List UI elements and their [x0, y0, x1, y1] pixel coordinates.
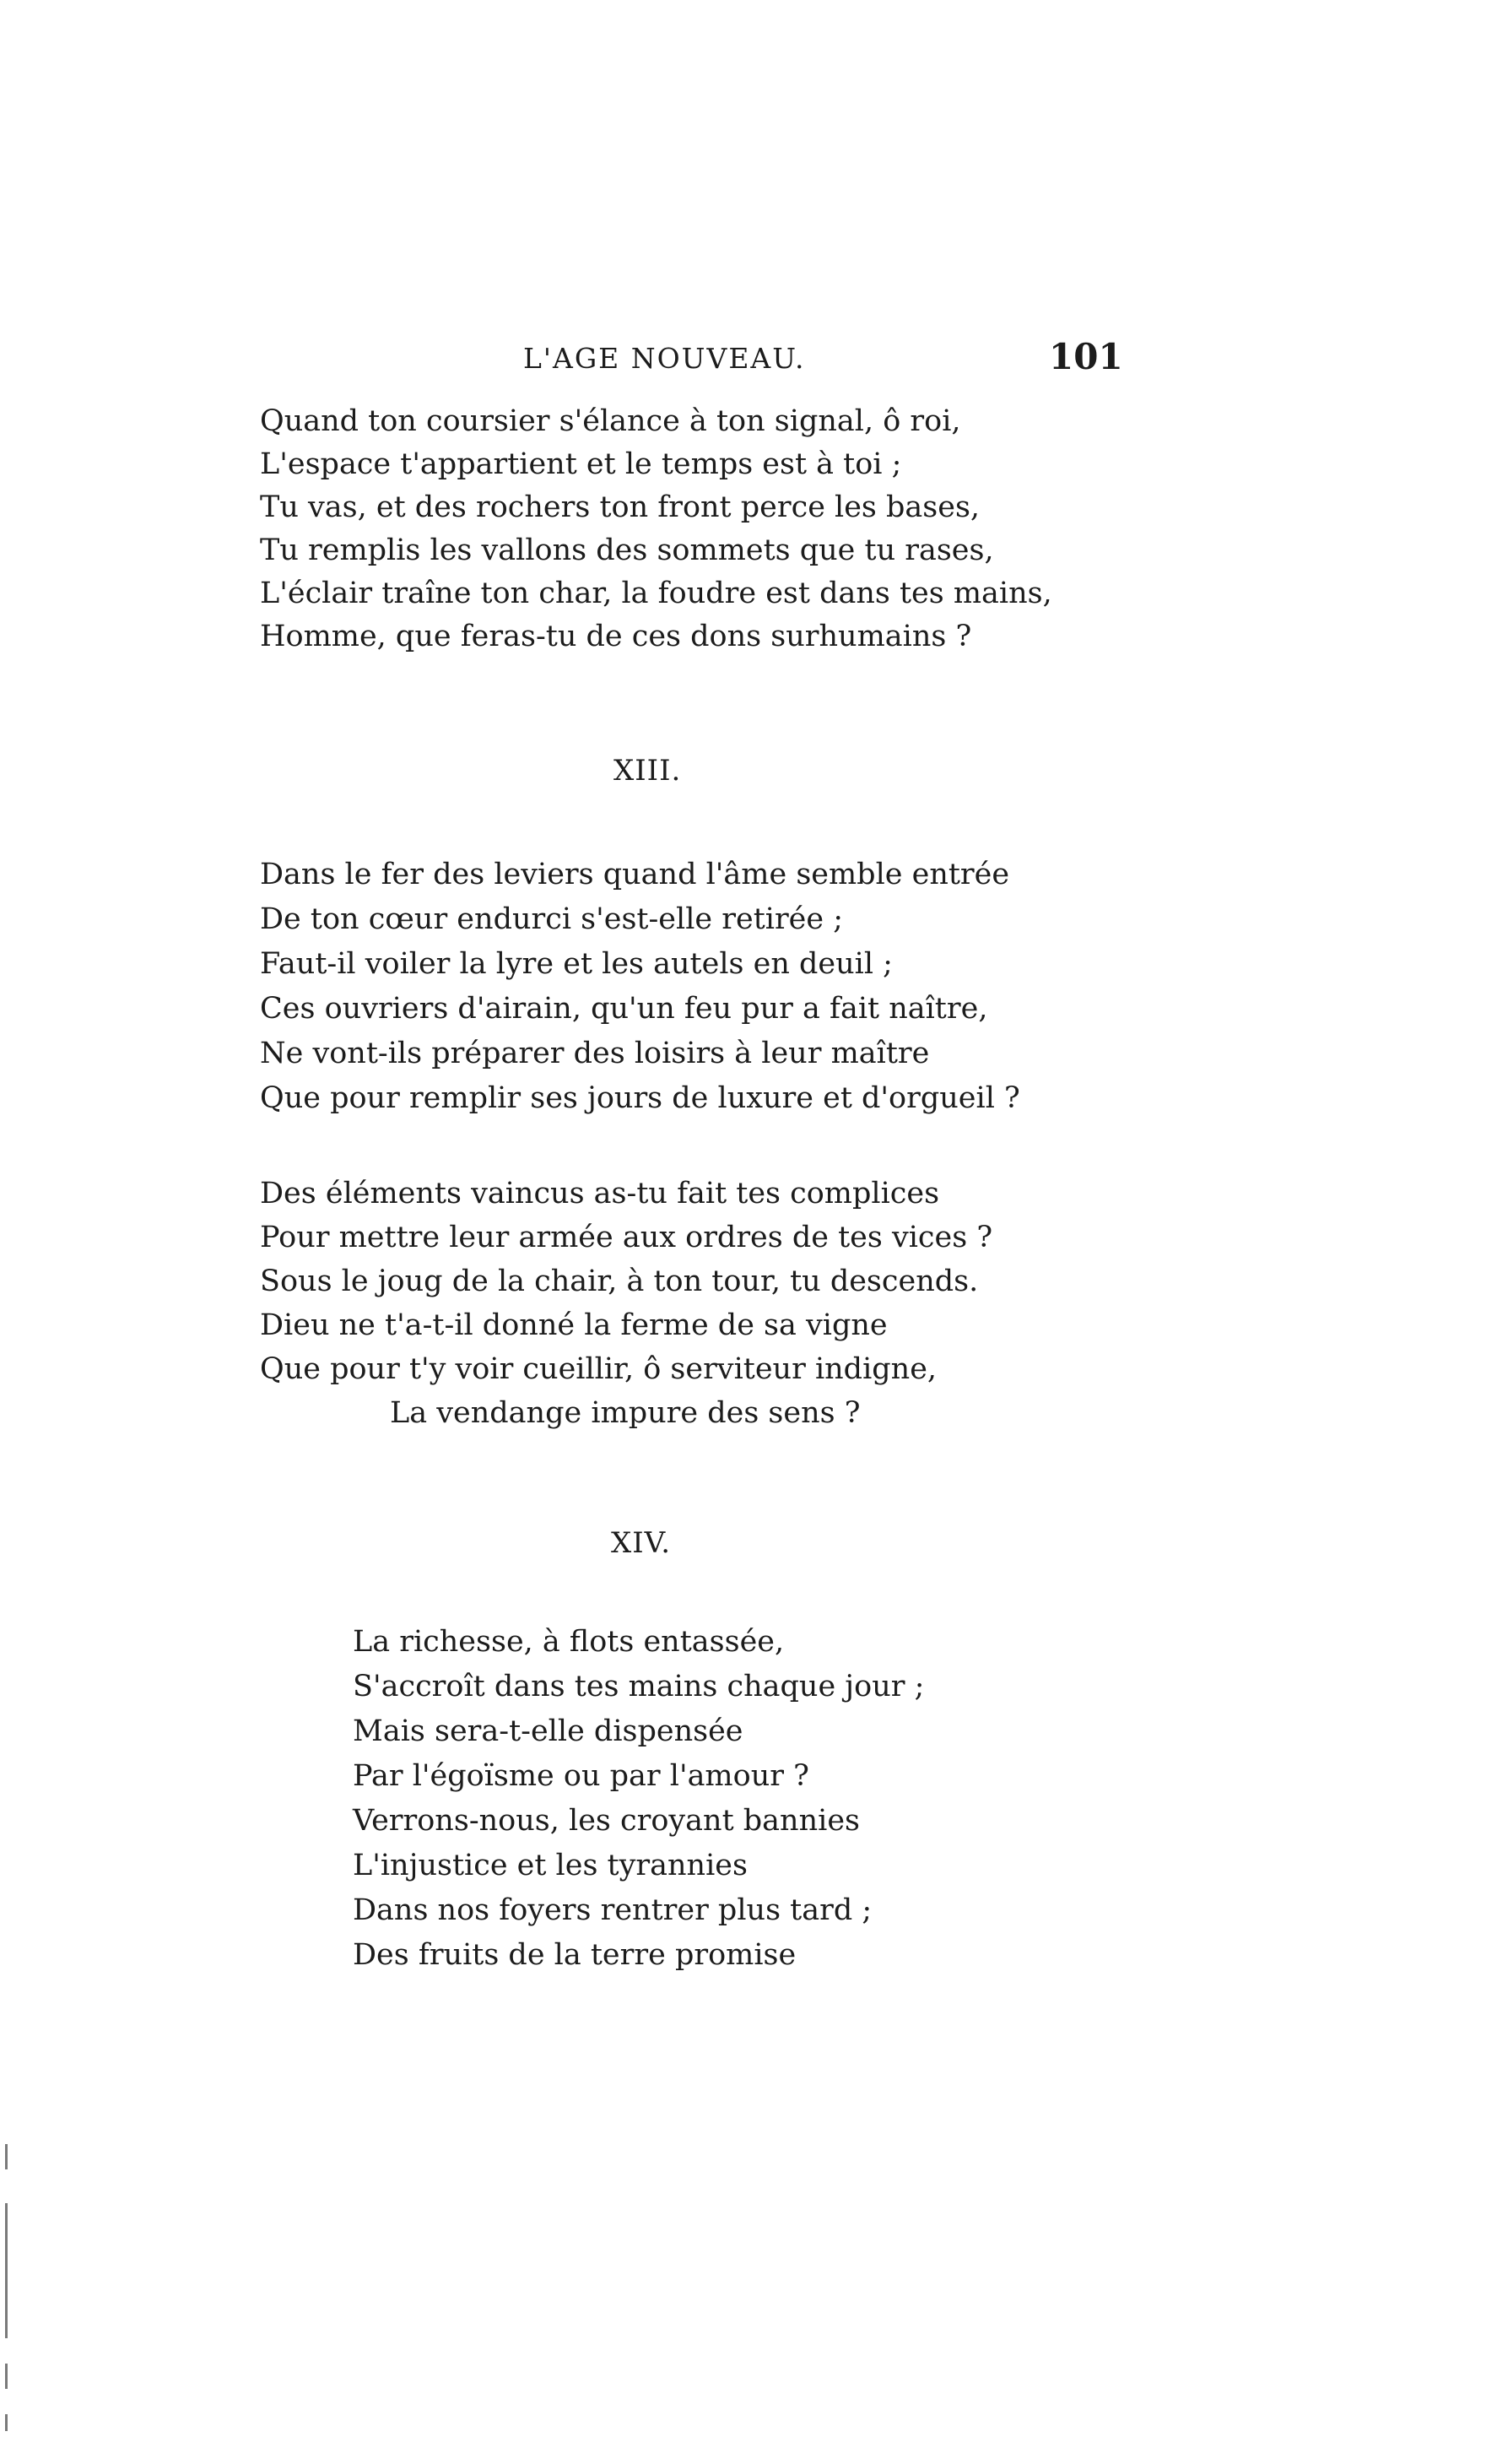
verse-line: De ton cœur endurci s'est-elle retirée ; [260, 902, 844, 936]
verse-line: La vendange impure des sens ? [390, 1396, 861, 1430]
verse-line: Verrons-nous, les croyant bannies [353, 1804, 860, 1838]
verse-line: Que pour remplir ses jours de luxure et d'orgueil ? [260, 1081, 1020, 1115]
section-heading-xiv: XIV. [611, 1526, 672, 1560]
verse-line: Homme, que feras-tu de ces dons surhumains ? [260, 620, 972, 653]
verse-line: Ces ouvriers d'airain, qu'un feu pur a fait naître, [260, 992, 988, 1026]
verse-line: Mais sera-t-elle dispensée [353, 1714, 743, 1748]
verse-line: L'injustice et les tyrannies [353, 1849, 748, 1882]
scan-artifact [5, 2144, 8, 2169]
verse-line: Dieu ne t'a-t-il donné la ferme de sa vigne [260, 1308, 888, 1342]
verse-line: L'espace t'appartient et le temps est à toi ; [260, 447, 902, 481]
verse-line: Faut-il voiler la lyre et les autels en deuil ; [260, 947, 893, 981]
verse-line: Par l'égoïsme ou par l'amour ? [353, 1759, 809, 1793]
verse-line: Des éléments vaincus as-tu fait tes complices [260, 1177, 940, 1210]
verse-line: Ne vont-ils préparer des loisirs à leur maître [260, 1037, 930, 1070]
verse-line: Pour mettre leur armée aux ordres de tes vices ? [260, 1221, 993, 1254]
verse-line: Que pour t'y voir cueillir, ô serviteur indigne, [260, 1352, 938, 1386]
section-heading-xiii: XIII. [613, 754, 682, 788]
verse-line: Quand ton coursier s'élance à ton signal, ô roi, [260, 404, 961, 438]
verse-line: Des fruits de la terre promise [353, 1938, 797, 1972]
scan-artifact [5, 2364, 8, 2389]
verse-line: Dans le fer des leviers quand l'âme semble entrée [260, 858, 1010, 891]
verse-line: L'éclair traîne ton char, la foudre est dans tes mains, [260, 577, 1052, 610]
page-number: 101 [1049, 336, 1123, 377]
verse-line: Tu vas, et des rochers ton front perce les bases, [260, 490, 981, 524]
verse-line: Sous le joug de la chair, à ton tour, tu descends. [260, 1264, 979, 1298]
verse-line: S'accroît dans tes mains chaque jour ; [353, 1670, 925, 1703]
running-head: L'AGE NOUVEAU. [523, 342, 806, 375]
scan-artifact [5, 2203, 8, 2338]
verse-line: Dans nos foyers rentrer plus tard ; [353, 1893, 873, 1927]
verse-line: La richesse, à flots entassée, [353, 1625, 785, 1659]
scan-artifact [5, 2414, 8, 2431]
verse-line: Tu remplis les vallons des sommets que tu rases, [260, 533, 994, 567]
